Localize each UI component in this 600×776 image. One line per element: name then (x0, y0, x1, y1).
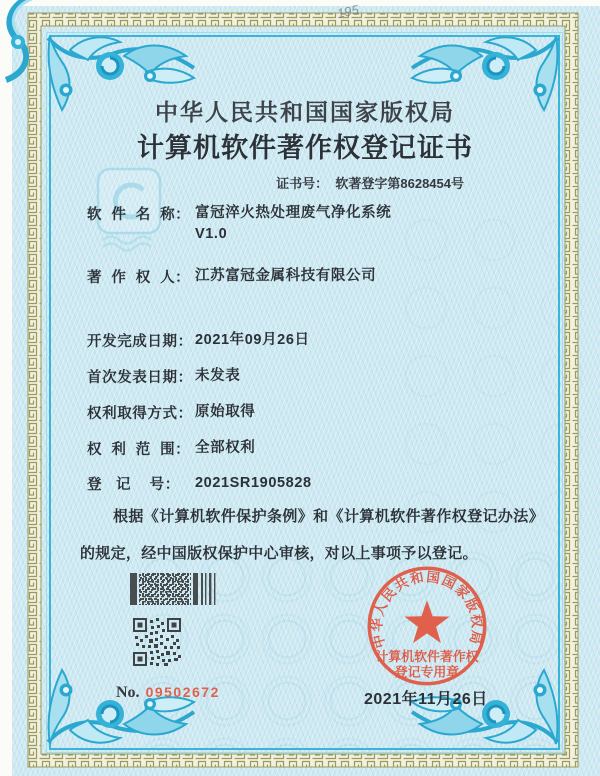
field-value: 江苏富冠金属科技有限公司 (195, 268, 377, 284)
field-registration-number (87, 473, 312, 494)
seal-ring-text: 中华人民共和国国家版权局 (369, 569, 485, 650)
field-label: 权 利 范 围： (87, 442, 191, 458)
field-label: 登 记 号： (87, 477, 180, 493)
corner-flourish-bottom-left (46, 668, 196, 748)
serial-prefix: No. (116, 684, 140, 701)
field-first-publish-date (87, 366, 240, 387)
field-label: 软 件 名 称： (87, 207, 191, 223)
field-label: 权利取得方式： (87, 406, 193, 422)
field-value: 原始取得 (195, 404, 256, 420)
handwritten-pencil-note: 195 (335, 1, 361, 22)
field-value: 2021年09月26日 (195, 332, 310, 348)
field-software-name (87, 203, 391, 245)
issue-date: 2021年11月26日 (364, 691, 488, 708)
field-value: 全部权利 (195, 440, 256, 456)
field-label: 首次发表日期： (87, 370, 193, 386)
registration-statement: 根据《计算机软件保护条例》和《计算机软件著作权登记办法》的规定，经中国版权保护中心审核，对以上事项予以登记。 (80, 508, 544, 562)
field-value: 未发表 (195, 368, 241, 384)
field-value: 富冠淬火热处理废气净化系统 V1.0 (195, 205, 392, 242)
serial-number: 09502672 (145, 684, 220, 700)
serial-number-line (116, 684, 220, 702)
field-rights-acquisition (87, 402, 255, 423)
qr-code (133, 618, 181, 666)
seal-line2: 登记专用章 (394, 664, 460, 680)
certificate-paper (12, 1, 600, 776)
seal-star-icon (404, 600, 449, 643)
field-label: 开发完成日期： (87, 334, 193, 350)
margin-swirl-ornament (0, 0, 46, 88)
field-value: 2021SR1905828 (195, 475, 312, 491)
certificate-number: 证书号： 软著登字第8628454号 (276, 176, 464, 191)
official-seal (360, 560, 494, 694)
field-label: 著 作 权 人： (87, 270, 191, 286)
authority-title: 中华人民共和国国家版权局 (155, 100, 455, 125)
seal-line1: 计算机软件著作权 (375, 649, 479, 665)
field-copyright-owner (87, 266, 376, 287)
field-rights-scope (87, 438, 255, 459)
barcode-2d (130, 573, 216, 605)
field-dev-complete-date (87, 330, 310, 351)
certificate-title: 计算机软件著作权登记证书 (137, 133, 473, 163)
